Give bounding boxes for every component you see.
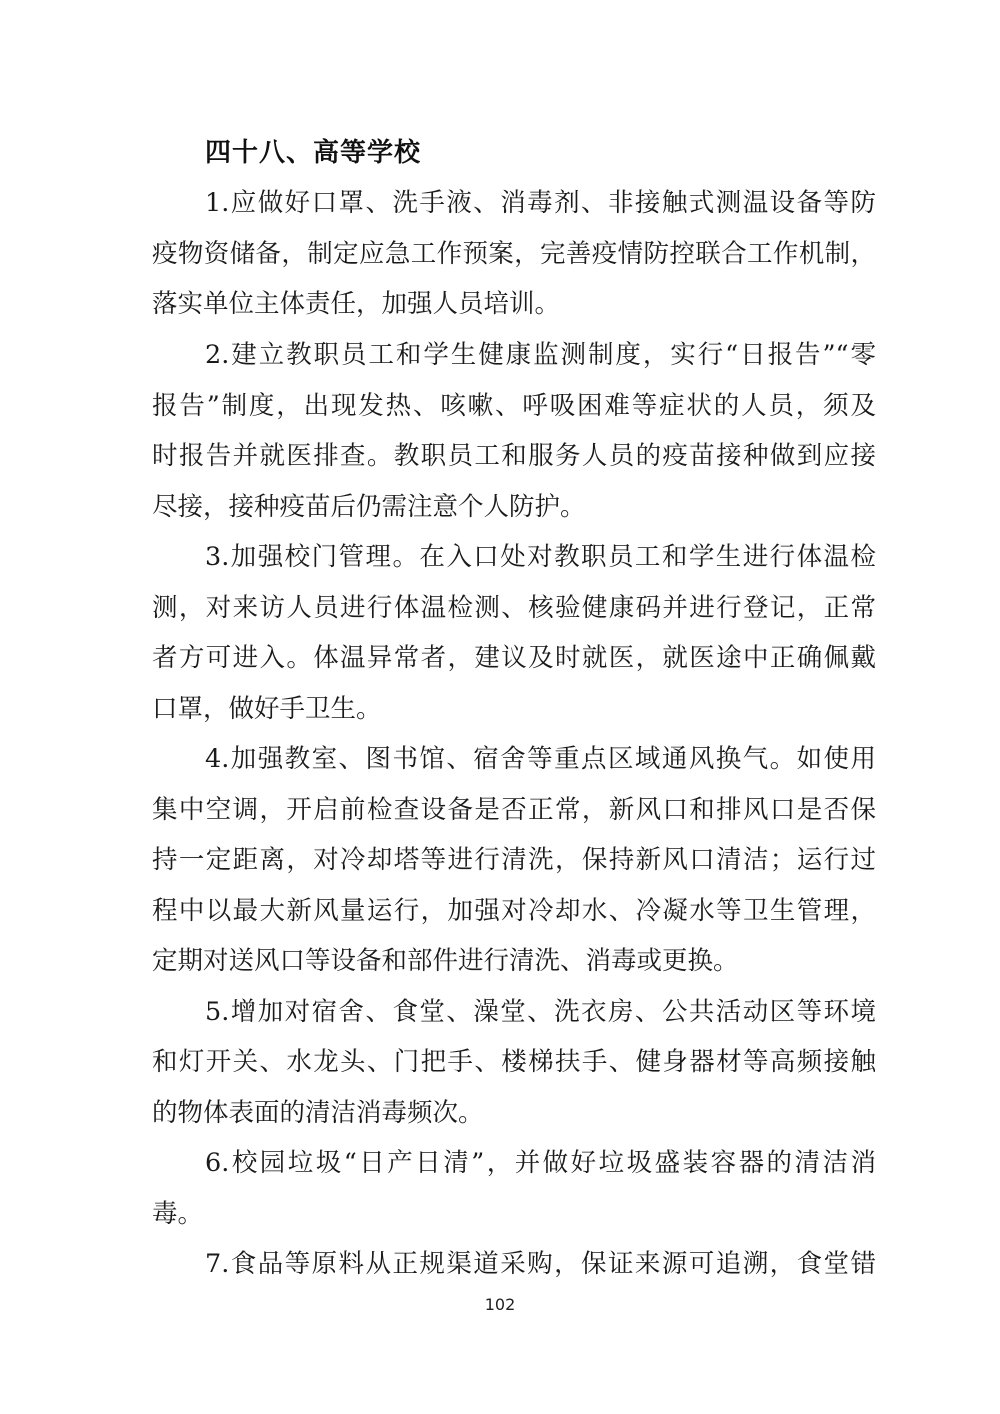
paragraph-5-line-2: 和灯开关、水龙头、门把手、楼梯扶手、健身器材等高频接触 xyxy=(152,1047,876,1077)
paragraph-1-line-1: 1.应做好口罩、洗手液、消毒剂、非接触式测温设备等防 xyxy=(205,188,876,218)
paragraph-3-line-2: 测，对来访人员进行体温检测、核验健康码并进行登记，正常 xyxy=(152,593,876,623)
paragraph-4-line-3: 持一定距离，对冷却塔等进行清洗，保持新风口清洁；运行过 xyxy=(152,845,876,875)
section-heading: 四十八、高等学校 xyxy=(205,138,422,168)
paragraph-3-line-1: 3.加强校门管理。在入口处对教职员工和学生进行体温检 xyxy=(205,542,876,572)
paragraph-2-line-1: 2.建立教职员工和学生健康监测制度，实行“日报告”“零 xyxy=(205,340,876,370)
paragraph-6-line-2: 毒。 xyxy=(152,1199,204,1229)
paragraph-2-line-2: 报告”制度，出现发热、咳嗽、呼吸困难等症状的人员，须及 xyxy=(152,391,876,421)
paragraph-1-line-3: 落实单位主体责任，加强人员培训。 xyxy=(152,289,561,319)
paragraph-2-line-3: 时报告并就医排查。教职员工和服务人员的疫苗接种做到应接 xyxy=(152,441,876,471)
paragraph-3-line-3: 者方可进入。体温异常者，建议及时就医，就医途中正确佩戴 xyxy=(152,643,876,673)
paragraph-5-line-3: 的物体表面的清洁消毒频次。 xyxy=(152,1098,484,1128)
paragraph-2-line-4: 尽接，接种疫苗后仍需注意个人防护。 xyxy=(152,492,586,522)
paragraph-5-line-1: 5.增加对宿舍、食堂、澡堂、洗衣房、公共活动区等环境 xyxy=(205,997,876,1027)
paragraph-4-line-5: 定期对送风口等设备和部件进行清洗、消毒或更换。 xyxy=(152,946,739,976)
paragraph-7-line-1: 7.食品等原料从正规渠道采购，保证来源可追溯，食堂错 xyxy=(205,1249,876,1279)
paragraph-1-line-2: 疫物资储备，制定应急工作预案，完善疫情防控联合工作机制， xyxy=(152,239,876,269)
paragraph-4-line-4: 程中以最大新风量运行，加强对冷却水、冷凝水等卫生管理， xyxy=(152,896,876,926)
page-number: 102 xyxy=(484,1295,516,1314)
paragraph-6-line-1: 6.校园垃圾“日产日清”，并做好垃圾盛装容器的清洁消 xyxy=(205,1148,876,1178)
paragraph-4-line-1: 4.加强教室、图书馆、宿舍等重点区域通风换气。如使用 xyxy=(205,744,876,774)
paragraph-3-line-4: 口罩，做好手卫生。 xyxy=(152,694,382,724)
paragraph-4-line-2: 集中空调，开启前检查设备是否正常，新风口和排风口是否保 xyxy=(152,795,876,825)
